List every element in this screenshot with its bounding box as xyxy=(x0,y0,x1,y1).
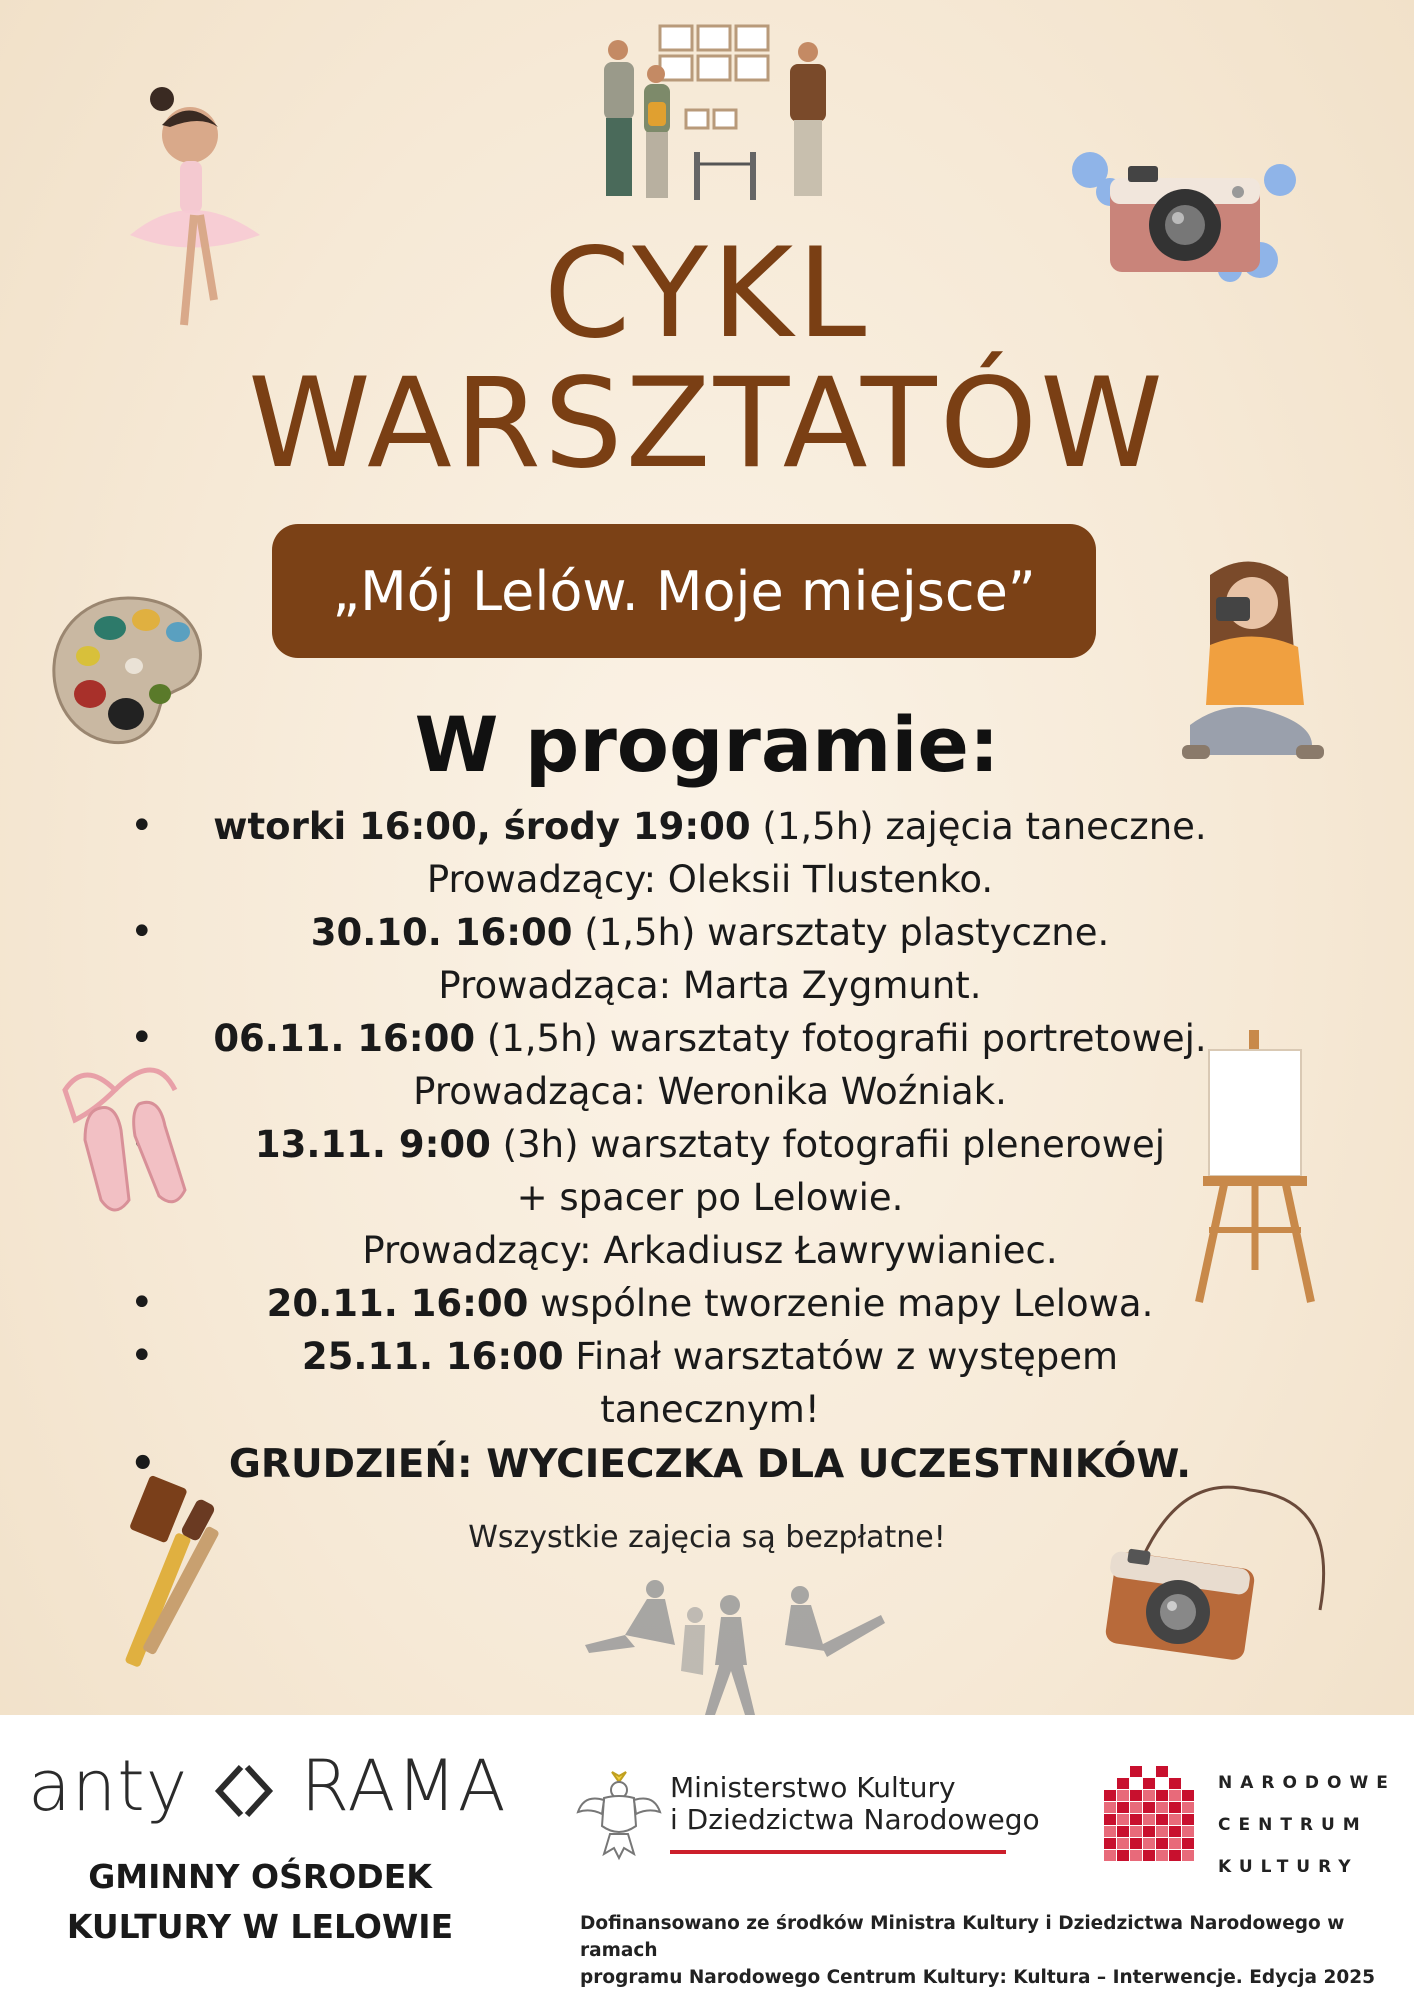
program-item xyxy=(120,1330,1300,1436)
nck-logo-cell xyxy=(1143,1814,1155,1825)
nck-logo-cell xyxy=(1156,1850,1168,1861)
ministry-line-2: i Dziedzictwa Narodowego xyxy=(670,1803,1040,1836)
nck-logo-cell xyxy=(1104,1802,1116,1813)
program-item-highlight: • GRUDZIEŃ: WYCIECZKA DLA UCZESTNIKÓW. xyxy=(120,1438,1300,1491)
program-item-date: wtorki 16:00, środy 19:00 xyxy=(213,805,751,848)
nck-logo-cell xyxy=(1169,1790,1181,1801)
program-item-leader: Prowadzący: Arkadiusz Ławrywianiec. xyxy=(362,1229,1058,1272)
title-line-2: WARSZTATÓW xyxy=(248,352,1166,496)
program-item-desc: (1,5h) warsztaty fotografii portretowej. xyxy=(475,1017,1207,1060)
free-note: Wszystkie zajęcia są bezpłatne! xyxy=(468,1520,946,1555)
gok-name xyxy=(40,1852,480,1952)
nck-line-3: KULTURY xyxy=(1218,1857,1359,1877)
program-item xyxy=(120,1118,1300,1277)
nck-logo-cell xyxy=(1169,1826,1181,1837)
program-item-desc: wspólne tworzenie mapy Lelowa. xyxy=(528,1282,1154,1325)
program-item xyxy=(120,906,1300,1012)
nck-logo-cell xyxy=(1143,1802,1155,1813)
nck-logo-cell xyxy=(1182,1802,1194,1813)
nck-logo-cell xyxy=(1104,1814,1116,1825)
ministry-name xyxy=(670,1772,1040,1836)
program-item-leader: Prowadzący: Oleksii Tlustenko. xyxy=(426,858,994,901)
funding-note xyxy=(580,1910,1380,1991)
paint-brushes-illustration xyxy=(110,1470,260,1670)
nck-logo-cell xyxy=(1130,1838,1142,1849)
subtitle-text: „Mój Lelów. Moje miejsce” xyxy=(332,559,1036,623)
nck-logo-cell xyxy=(1182,1850,1194,1861)
nck-logo-icon xyxy=(1104,1766,1196,1864)
nck-logo-cell xyxy=(1117,1826,1129,1837)
nck-logo-cell xyxy=(1143,1778,1155,1789)
program-item-date: 25.11. 16:00 xyxy=(301,1335,564,1378)
nck-logo-cell xyxy=(1143,1838,1155,1849)
program-item-desc: (1,5h) zajęcia taneczne. xyxy=(750,805,1207,848)
gallery-visitors-illustration xyxy=(590,22,840,202)
nck-logo-cell xyxy=(1130,1826,1142,1837)
program-item-extra: tanecznym! xyxy=(600,1388,820,1431)
program-item-leader: Prowadząca: Marta Zygmunt. xyxy=(438,964,982,1007)
gok-line-2: KULTURY W LELOWIE xyxy=(66,1907,454,1946)
program-heading: W programie: xyxy=(414,700,1000,789)
polish-eagle-emblem-icon xyxy=(574,1768,664,1860)
nck-logo-cell xyxy=(1169,1802,1181,1813)
nck-logo-cell xyxy=(1182,1814,1194,1825)
pointe-shoes-illustration xyxy=(55,1050,205,1220)
program-item-desc: (1,5h) warsztaty plastyczne. xyxy=(572,911,1110,954)
program-item-extra: + spacer po Lelowie. xyxy=(516,1176,904,1219)
nck-line-1: NARODOWE xyxy=(1218,1773,1396,1793)
anty-rama-logo-left: anty xyxy=(28,1745,189,1827)
nck-logo-cell xyxy=(1169,1850,1181,1861)
program-item xyxy=(120,800,1300,906)
nck-logo-cell xyxy=(1143,1826,1155,1837)
ministry-line-1: Ministerstwo Kultury xyxy=(670,1771,956,1804)
swap-arrows-icon xyxy=(211,1761,277,1821)
nck-logo-cell xyxy=(1169,1778,1181,1789)
program-item-date: 30.10. 16:00 xyxy=(310,911,573,954)
vintage-camera-illustration xyxy=(1110,1470,1345,1665)
program-item-date: 20.11. 16:00 xyxy=(266,1282,529,1325)
nck-logo-cell xyxy=(1117,1814,1129,1825)
nck-logo-cell xyxy=(1130,1790,1142,1801)
nck-logo-cell xyxy=(1130,1850,1142,1861)
nck-logo-cell xyxy=(1104,1790,1116,1801)
program-item-date: 13.11. 9:00 xyxy=(254,1123,491,1166)
nck-logo-cell xyxy=(1182,1790,1194,1801)
program-item-desc: (3h) warsztaty fotografii plenerowej xyxy=(490,1123,1166,1166)
nck-logo-cell xyxy=(1169,1814,1181,1825)
nck-logo-cell xyxy=(1117,1838,1129,1849)
funding-line-2: programu Narodowego Centrum Kultury: Kultura – Interwencje. Edycja 2025 xyxy=(580,1967,1375,1988)
program-item-leader: Prowadząca: Weronika Woźniak. xyxy=(413,1070,1007,1113)
dancers-silhouette-illustration xyxy=(585,1575,885,1715)
nck-logo-cell xyxy=(1117,1790,1129,1801)
nck-logo-cell xyxy=(1156,1790,1168,1801)
program-item-desc: Finał warsztatów z występem xyxy=(563,1335,1119,1378)
nck-logo-cell xyxy=(1117,1802,1129,1813)
anty-rama-logo xyxy=(28,1745,507,1827)
nck-logo-cell xyxy=(1104,1826,1116,1837)
program-item xyxy=(120,1277,1300,1330)
nck-logo-cell xyxy=(1169,1838,1181,1849)
nck-logo-cell xyxy=(1156,1814,1168,1825)
title-line-1: CYKL xyxy=(543,222,871,366)
ministry-red-bar xyxy=(670,1850,1006,1854)
nck-logo-cell xyxy=(1182,1826,1194,1837)
nck-line-2: CENTRUM xyxy=(1218,1815,1368,1835)
anty-rama-logo-right: RAMA xyxy=(300,1745,507,1827)
nck-logo-cell xyxy=(1143,1790,1155,1801)
nck-logo-cell xyxy=(1104,1838,1116,1849)
nck-logo-cell xyxy=(1156,1766,1168,1777)
program-item-date: 06.11. 16:00 xyxy=(213,1017,476,1060)
program-list xyxy=(120,800,1300,1491)
nck-name xyxy=(1218,1762,1396,1888)
nck-logo-cell xyxy=(1156,1802,1168,1813)
nck-logo-cell xyxy=(1156,1838,1168,1849)
nck-logo-cell xyxy=(1130,1766,1142,1777)
nck-logo-cell xyxy=(1117,1778,1129,1789)
funding-line-1: Dofinansowano ze środków Ministra Kultury i Dziedzictwa Narodowego w ramach xyxy=(580,1913,1345,1961)
nck-logo-cell xyxy=(1130,1802,1142,1813)
easel-illustration xyxy=(1195,1030,1315,1305)
nck-logo-cell xyxy=(1182,1838,1194,1849)
nck-logo-cell xyxy=(1156,1826,1168,1837)
program-item xyxy=(120,1012,1300,1118)
gok-line-1: GMINNY OŚRODEK xyxy=(88,1857,432,1896)
nck-logo-cell xyxy=(1143,1850,1155,1861)
subtitle-pill xyxy=(272,524,1096,658)
nck-logo-cell xyxy=(1117,1850,1129,1861)
nck-logo-cell xyxy=(1130,1814,1142,1825)
nck-logo-cell xyxy=(1104,1850,1116,1861)
